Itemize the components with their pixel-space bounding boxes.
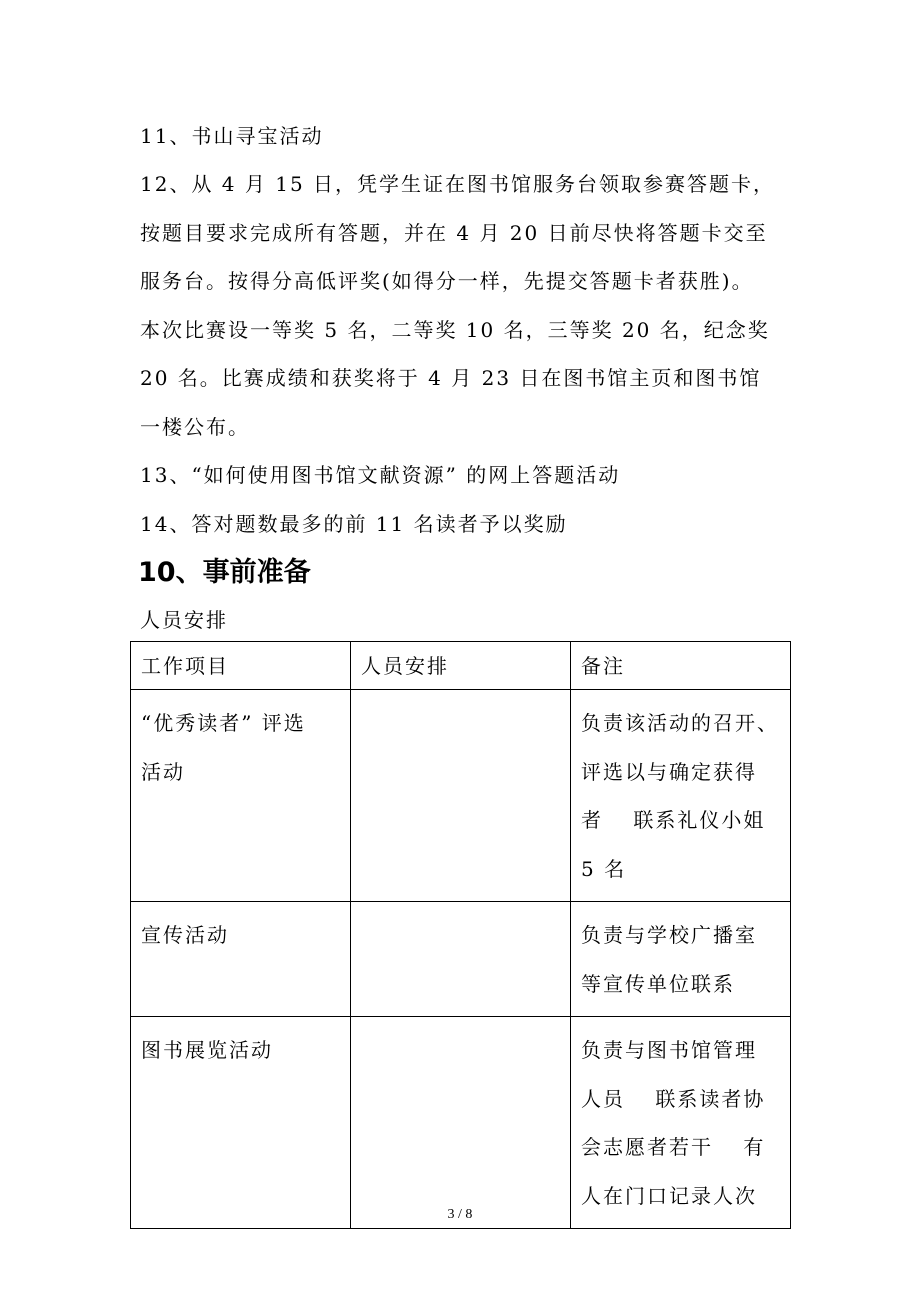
text-line-6: 20 名。比赛成绩和获奖将于 4 月 23 日在图书馆主页和图书馆 [140, 366, 762, 390]
subheading: 人员安排 [140, 608, 228, 632]
page-number: 3 / 8 [447, 1207, 473, 1222]
cell-staff [351, 902, 571, 1017]
table-row [131, 902, 791, 1017]
cell-notes-line: 者 联系礼仪小姐 [581, 808, 766, 832]
cell-item [131, 1017, 351, 1229]
text-line-2: 12、从 4 月 15 日，凭学生证在图书馆服务台领取参赛答题卡， [140, 172, 776, 196]
cell-notes-line: 负责与图书馆管理 [581, 1038, 757, 1062]
table-row [131, 1017, 791, 1229]
text-line-1: 11、书山寻宝活动 [140, 124, 324, 148]
cell-item-line: “优秀读者” 评选 [141, 711, 306, 735]
header-staff: 人员安排 [351, 642, 571, 690]
cell-notes-line: 负责与学校广播室 [581, 923, 757, 947]
cell-notes [571, 690, 791, 902]
cell-notes-line: 评选以与确定获得 [581, 759, 757, 784]
cell-notes [571, 1017, 791, 1229]
table-header-row [131, 642, 791, 690]
cell-item [131, 902, 351, 1017]
header-work-item: 工作项目 [131, 642, 351, 690]
cell-staff [351, 690, 571, 902]
text-line-3: 按题目要求完成所有答题，并在 4 月 20 日前尽快将答题卡交至 [140, 221, 768, 245]
section-heading: 10、事前准备 [138, 557, 311, 588]
cell-item-line: 活动 [141, 759, 185, 784]
cell-item-line: 图书展览活动 [141, 1038, 273, 1062]
cell-notes-line: 5 名 [581, 856, 627, 881]
cell-item [131, 690, 351, 902]
text-line-5: 本次比赛设一等奖 5 名，二等奖 10 名，三等奖 20 名，纪念奖 [140, 318, 770, 342]
cell-notes-line: 等宣传单位联系 [581, 971, 735, 996]
cell-notes-line: 人在门口记录人次 [581, 1183, 757, 1208]
table-row [131, 690, 791, 902]
cell-item-line: 宣传活动 [141, 923, 229, 947]
header-notes: 备注 [571, 642, 791, 690]
text-line-8: 13、“如何使用图书馆文献资源” 的网上答题活动 [140, 463, 621, 487]
cell-notes-line: 负责该活动的召开、 [581, 711, 779, 735]
cell-notes-line: 会志愿者若干 有 [581, 1135, 766, 1159]
text-line-7: 一楼公布。 [140, 415, 250, 439]
cell-notes [571, 902, 791, 1017]
staffing-table [130, 641, 791, 1229]
text-line-9: 14、答对题数最多的前 11 名读者予以奖励 [140, 512, 568, 536]
cell-notes-line: 人员 联系读者协 [581, 1086, 766, 1111]
text-line-4: 服务台。按得分高低评奖(如得分一样，先提交答题卡者获胜)。 [140, 269, 754, 293]
cell-staff [351, 1017, 571, 1229]
